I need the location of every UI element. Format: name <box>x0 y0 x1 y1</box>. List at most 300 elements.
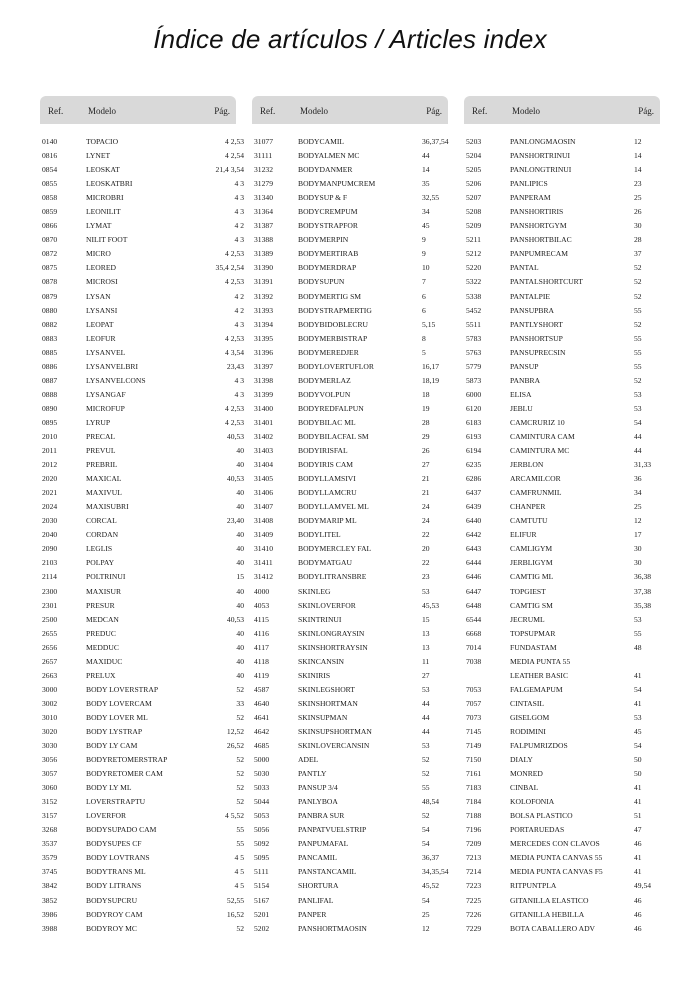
pag-cell: 54 <box>422 895 430 905</box>
ref-cell: 6442 <box>466 530 482 540</box>
table-row <box>464 402 660 416</box>
table-row <box>40 683 244 697</box>
pag-cell: 52 <box>236 755 244 765</box>
modelo-cell: BODYLITRANSBRE <box>298 572 367 582</box>
modelo-cell: BODYMERTIG SM <box>298 291 362 301</box>
ref-cell: 31402 <box>254 431 273 441</box>
modelo-cell: CORCAL <box>86 516 117 526</box>
modelo-cell: BODYRETOMERSTRAP <box>86 755 168 765</box>
modelo-cell: CHANPER <box>510 502 546 512</box>
ref-cell: 7073 <box>466 712 482 722</box>
modelo-cell: SKINLOVERFOR <box>298 600 356 610</box>
ref-cell: 7214 <box>466 867 482 877</box>
modelo-cell: BODYSTRAPMERTIG <box>298 305 372 315</box>
modelo-cell: FALGEMAPUM <box>510 684 563 694</box>
ref-cell: 31406 <box>254 488 273 498</box>
ref-cell: 5779 <box>466 361 482 371</box>
ref-cell: 6444 <box>466 558 482 568</box>
table-row <box>252 655 448 669</box>
ref-cell: 6440 <box>466 516 482 526</box>
pag-cell: 52 <box>236 797 244 807</box>
pag-cell: 25 <box>634 193 642 203</box>
modelo-cell: PANLONGMAOSIN <box>510 137 576 146</box>
table-row <box>40 753 244 767</box>
modelo-cell: SKINLEGSHORT <box>298 684 355 694</box>
pag-cell: 32,55 <box>422 193 440 203</box>
modelo-cell: SKINLEG <box>298 586 331 596</box>
table-row <box>252 879 448 893</box>
modelo-cell: LEORED <box>86 263 116 273</box>
ref-cell: 6120 <box>466 403 482 413</box>
ref-cell: 2012 <box>42 460 58 470</box>
modelo-cell: BODYSUP & F <box>298 193 348 203</box>
ref-cell: 4640 <box>254 698 270 708</box>
modelo-cell: CAMTUTU <box>510 516 548 526</box>
pag-cell: 40 <box>236 460 244 470</box>
ref-cell: 31397 <box>254 361 273 371</box>
ref-cell: 5056 <box>254 825 270 835</box>
modelo-cell: BODYMEREDJER <box>298 347 359 357</box>
modelo-cell: BODYSTRAPFOR <box>298 221 358 231</box>
pag-cell: 55 <box>236 839 244 849</box>
ref-cell: 0879 <box>42 291 58 301</box>
table-row <box>464 500 660 514</box>
modelo-cell: LYRUP <box>86 417 111 427</box>
pag-cell: 40,53 <box>226 431 244 441</box>
pag-cell: 29 <box>422 431 430 441</box>
pag-cell: 24 <box>422 516 430 526</box>
pag-cell: 4 3 <box>234 389 244 399</box>
modelo-cell: LEOSKATBRI <box>86 179 133 189</box>
pag-cell: 53 <box>422 741 430 751</box>
table-row <box>464 346 660 360</box>
ref-cell: 5338 <box>466 291 482 301</box>
ref-cell: 2656 <box>42 642 58 652</box>
pag-cell: 34,35,54 <box>422 867 449 877</box>
table-row <box>464 697 660 711</box>
modelo-cell: TOPACIO <box>86 137 119 146</box>
ref-cell: 6194 <box>466 446 482 456</box>
pag-cell: 35 <box>422 179 430 189</box>
pag-cell: 52 <box>634 375 642 385</box>
table-row <box>464 444 660 458</box>
pag-cell: 41 <box>634 867 642 877</box>
table-row <box>464 472 660 486</box>
pag-cell: 4 2 <box>234 291 244 301</box>
ref-cell: 3157 <box>42 811 58 821</box>
table-row <box>252 388 448 402</box>
pag-cell: 23 <box>422 572 430 582</box>
table-row <box>464 879 660 893</box>
table-row <box>40 402 244 416</box>
ref-cell: 4587 <box>254 684 270 694</box>
ref-cell: 4118 <box>254 656 269 666</box>
table-row <box>40 500 244 514</box>
ref-cell: 0870 <box>42 235 58 245</box>
header-modelo: Modelo <box>88 106 116 116</box>
pag-cell: 4 2 <box>234 305 244 315</box>
ref-cell: 3842 <box>42 881 58 891</box>
pag-cell: 40 <box>236 558 244 568</box>
modelo-cell: JEBLU <box>510 403 533 413</box>
pag-cell: 44 <box>422 726 430 736</box>
modelo-cell: BODYDANMER <box>298 165 353 175</box>
modelo-cell: PANSHORTBILAC <box>510 235 572 245</box>
table-row <box>252 739 448 753</box>
modelo-cell: PANTLYSHORT <box>510 319 563 329</box>
modelo-cell: BODYIRISFAL <box>298 446 348 456</box>
pag-cell: 16,52 <box>226 909 244 919</box>
pag-cell: 41 <box>634 783 642 793</box>
table-row <box>464 627 660 641</box>
ref-cell: 31279 <box>254 179 273 189</box>
modelo-cell: BODYTRANS ML <box>86 867 146 877</box>
table-row <box>40 641 244 655</box>
pag-cell: 23 <box>634 179 642 189</box>
pag-cell: 46 <box>634 839 642 849</box>
ref-cell: 7196 <box>466 825 482 835</box>
table-row <box>40 444 244 458</box>
modelo-cell: GITANILLA HEBILLA <box>510 909 585 919</box>
ref-cell: 2500 <box>42 614 58 624</box>
pag-cell: 4 3 <box>234 179 244 189</box>
pag-cell: 36,37,54 <box>422 137 449 146</box>
table-row <box>252 697 448 711</box>
table-row <box>252 851 448 865</box>
ref-cell: 5211 <box>466 235 481 245</box>
modelo-cell: BODYSUPES CF <box>86 839 142 849</box>
modelo-cell: LYMAT <box>86 221 112 231</box>
pag-cell: 52 <box>236 712 244 722</box>
ref-cell: 5044 <box>254 797 270 807</box>
ref-cell: 31412 <box>254 572 273 582</box>
column-header <box>252 96 448 124</box>
row-list <box>40 135 244 936</box>
pag-cell: 40 <box>236 502 244 512</box>
ref-cell: 31411 <box>254 558 273 568</box>
table-row <box>252 711 448 725</box>
table-row <box>252 894 448 908</box>
pag-cell: 11 <box>422 656 430 666</box>
ref-cell: 31395 <box>254 333 273 343</box>
pag-cell: 55 <box>634 305 642 315</box>
ref-cell: 6193 <box>466 431 482 441</box>
modelo-cell: CAMLIGYM <box>510 544 553 554</box>
ref-cell: 3030 <box>42 741 58 751</box>
table-row <box>464 318 660 332</box>
ref-cell: 6448 <box>466 600 482 610</box>
modelo-cell: MERCEDES CON CLAVOS <box>510 839 600 849</box>
modelo-cell: PANLIFAL <box>298 895 334 905</box>
ref-cell: 5111 <box>254 867 269 877</box>
pag-cell: 8 <box>422 333 426 343</box>
pag-cell: 33 <box>236 698 244 708</box>
ref-cell: 3057 <box>42 769 58 779</box>
table-row <box>40 177 244 191</box>
ref-cell: 3152 <box>42 797 58 807</box>
modelo-cell: PANPUMRECAM <box>510 249 568 259</box>
ref-cell: 31390 <box>254 263 273 273</box>
modelo-cell: BODYLLAMVEL ML <box>298 502 369 512</box>
pag-cell: 4 2,53 <box>225 277 244 287</box>
table-row <box>464 430 660 444</box>
modelo-cell: MAXISUBRI <box>86 502 129 512</box>
ref-cell: 5030 <box>254 769 270 779</box>
modelo-cell: KOLOFONIA <box>510 797 555 807</box>
modelo-cell: SKINCANSIN <box>298 656 344 666</box>
table-row <box>40 795 244 809</box>
table-row <box>464 809 660 823</box>
pag-cell: 52 <box>634 277 642 287</box>
pag-cell: 10 <box>422 263 430 273</box>
pag-cell: 13 <box>422 628 430 638</box>
modelo-cell: SKINSHORTRAYSIN <box>298 642 368 652</box>
table-row <box>464 570 660 584</box>
modelo-cell: BODYALMEN MC <box>298 151 360 161</box>
table-row <box>252 402 448 416</box>
table-row <box>252 261 448 275</box>
modelo-cell: PORTARUEDAS <box>510 825 565 835</box>
ref-cell: 5212 <box>466 249 482 259</box>
table-row <box>40 809 244 823</box>
table-row <box>252 163 448 177</box>
ref-cell: 5206 <box>466 179 482 189</box>
ref-cell: 4119 <box>254 670 269 680</box>
modelo-cell: PANBRA SUR <box>298 811 345 821</box>
table-row <box>464 781 660 795</box>
ref-cell: 6443 <box>466 544 482 554</box>
ref-cell: 2663 <box>42 670 58 680</box>
ref-cell: 31232 <box>254 165 273 175</box>
pag-cell: 40 <box>236 628 244 638</box>
modelo-cell: FALPUMRIZDOS <box>510 741 568 751</box>
modelo-cell: MAXICAL <box>86 474 122 484</box>
ref-cell: 3060 <box>42 783 58 793</box>
table-row <box>252 233 448 247</box>
ref-cell: 31409 <box>254 530 273 540</box>
modelo-cell: RODIMINI <box>510 726 546 736</box>
table-row <box>40 542 244 556</box>
modelo-cell: CINTASIL <box>510 698 544 708</box>
modelo-cell: LEGLIS <box>86 544 113 554</box>
modelo-cell: BODY LOVERSTRAP <box>86 684 159 694</box>
ref-cell: 0883 <box>42 333 58 343</box>
modelo-cell: BOTA CABALLERO ADV <box>510 923 596 933</box>
pag-cell: 53 <box>634 614 642 624</box>
ref-cell: 5154 <box>254 881 270 891</box>
ref-cell: 31077 <box>254 137 273 146</box>
table-row <box>464 865 660 879</box>
pag-cell: 55 <box>634 333 642 343</box>
ref-cell: 5204 <box>466 151 482 161</box>
pag-cell: 4 2,53 <box>225 249 244 259</box>
table-row <box>252 444 448 458</box>
modelo-cell: BODYMERDRAP <box>298 263 357 273</box>
modelo-cell: MEDIA PUNTA CANVAS F5 <box>510 867 603 877</box>
modelo-cell: CORDAN <box>86 530 119 540</box>
modelo-cell: PANLIPICS <box>510 179 548 189</box>
pag-cell: 52 <box>236 783 244 793</box>
table-row <box>40 514 244 528</box>
column-header <box>464 96 660 124</box>
table-row <box>464 388 660 402</box>
pag-cell: 14 <box>634 151 642 161</box>
table-row <box>464 528 660 542</box>
ref-cell: 7038 <box>466 656 482 666</box>
pag-cell: 27 <box>422 670 430 680</box>
pag-cell: 52 <box>422 769 430 779</box>
header-pag: Pág. <box>214 106 230 116</box>
ref-cell: 0855 <box>42 179 58 189</box>
ref-cell: 5205 <box>466 165 482 175</box>
table-row <box>252 416 448 430</box>
table-row <box>464 669 660 683</box>
header-ref: Ref. <box>260 106 276 116</box>
ref-cell: 5000 <box>254 755 270 765</box>
table-row <box>464 599 660 613</box>
ref-cell: 6544 <box>466 614 482 624</box>
ref-cell: 7150 <box>466 755 482 765</box>
ref-cell: 31398 <box>254 375 273 385</box>
table-row <box>464 922 660 936</box>
pag-cell: 45 <box>634 726 642 736</box>
table-row <box>40 388 244 402</box>
ref-cell: 0880 <box>42 305 58 315</box>
modelo-cell: SKINSHORTMAN <box>298 698 358 708</box>
modelo-cell: PANSUP <box>510 361 539 371</box>
ref-cell: 3986 <box>42 909 58 919</box>
modelo-cell: PRELUX <box>86 670 116 680</box>
pag-cell: 19 <box>422 403 430 413</box>
pag-cell: 52 <box>422 811 430 821</box>
table-row <box>464 837 660 851</box>
pag-cell: 34 <box>634 488 642 498</box>
ref-cell: 7014 <box>466 642 482 652</box>
pag-cell: 4 3,54 <box>225 347 244 357</box>
ref-cell: 2655 <box>42 628 58 638</box>
table-row <box>252 795 448 809</box>
modelo-cell: CAMINTURA MC <box>510 446 570 456</box>
pag-cell: 4 2,53 <box>225 403 244 413</box>
modelo-cell: BODY LY ML <box>86 783 132 793</box>
pag-cell: 40 <box>236 642 244 652</box>
ref-cell: 0878 <box>42 277 58 287</box>
pag-cell: 30 <box>634 558 642 568</box>
table-row <box>464 683 660 697</box>
modelo-cell: BODYBIDOBLECRU <box>298 319 369 329</box>
table-row <box>40 823 244 837</box>
ref-cell: 2300 <box>42 586 58 596</box>
pag-cell: 53 <box>422 586 430 596</box>
table-row <box>252 275 448 289</box>
table-row <box>252 613 448 627</box>
pag-cell: 40 <box>236 488 244 498</box>
pag-cell: 7 <box>422 277 426 287</box>
table-row <box>40 613 244 627</box>
pag-cell: 5 <box>422 347 426 357</box>
ref-cell: 31407 <box>254 502 273 512</box>
ref-cell: 7225 <box>466 895 482 905</box>
table-row <box>252 767 448 781</box>
table-row <box>40 318 244 332</box>
modelo-cell: LYSAN <box>86 291 111 301</box>
modelo-cell: BODY LOVER ML <box>86 712 148 722</box>
modelo-cell: PANPATVUELSTRIP <box>298 825 367 835</box>
table-row <box>252 514 448 528</box>
modelo-cell: LEOFUR <box>86 333 116 343</box>
table-row <box>40 697 244 711</box>
ref-cell: 0854 <box>42 165 58 175</box>
ref-cell: 0885 <box>42 347 58 357</box>
modelo-cell: BODYLLAMSIVI <box>298 474 356 484</box>
table-row <box>464 233 660 247</box>
pag-cell: 54 <box>634 741 642 751</box>
pag-cell: 15 <box>422 614 430 624</box>
pag-cell: 48,54 <box>422 797 440 807</box>
modelo-cell: BODYMARIP ML <box>298 516 357 526</box>
modelo-cell: PANTLY <box>298 769 327 779</box>
ref-cell: 0875 <box>42 263 58 273</box>
modelo-cell: SHORTURA <box>298 881 339 891</box>
table-row <box>40 458 244 472</box>
table-row <box>40 711 244 725</box>
pag-cell: 54 <box>634 417 642 427</box>
table-row <box>40 669 244 683</box>
pag-cell: 41 <box>634 698 642 708</box>
pag-cell: 4 3 <box>234 235 244 245</box>
pag-cell: 36 <box>634 474 642 484</box>
ref-cell: 0816 <box>42 151 58 161</box>
ref-cell: 7145 <box>466 726 482 736</box>
ref-cell: 31388 <box>254 235 273 245</box>
pag-cell: 40 <box>236 656 244 666</box>
ref-cell: 2657 <box>42 656 58 666</box>
table-row <box>252 599 448 613</box>
ref-cell: 6437 <box>466 488 482 498</box>
row-list <box>252 135 448 936</box>
table-row <box>252 627 448 641</box>
ref-cell: 31405 <box>254 474 273 484</box>
ref-cell: 3002 <box>42 698 58 708</box>
ref-cell: 31393 <box>254 305 273 315</box>
modelo-cell: PANSUPBRA <box>510 305 555 315</box>
modelo-cell: ELIFUR <box>510 530 537 540</box>
table-row <box>252 556 448 570</box>
pag-cell: 4 3 <box>234 193 244 203</box>
table-row <box>252 683 448 697</box>
modelo-cell: BODYREDFALPUN <box>298 403 364 413</box>
pag-cell: 21 <box>422 474 430 484</box>
pag-cell: 52 <box>236 684 244 694</box>
ref-cell: 2011 <box>42 446 57 456</box>
pag-cell: 21,4 3,54 <box>215 165 244 175</box>
table-row <box>464 360 660 374</box>
modelo-cell: LEOPAT <box>86 319 114 329</box>
table-row <box>464 908 660 922</box>
modelo-cell: BODYMERLAZ <box>298 375 351 385</box>
row-list <box>464 135 660 936</box>
pag-cell: 27 <box>422 460 430 470</box>
ref-cell: 5511 <box>466 319 481 329</box>
ref-cell: 0895 <box>42 417 58 427</box>
ref-cell: 5203 <box>466 137 482 146</box>
pag-cell: 54 <box>422 839 430 849</box>
pag-cell: 40 <box>236 586 244 596</box>
modelo-cell: ARCAMILCOR <box>510 474 561 484</box>
pag-cell: 52 <box>634 319 642 329</box>
ref-cell: 31340 <box>254 193 273 203</box>
pag-cell: 9 <box>422 249 426 259</box>
